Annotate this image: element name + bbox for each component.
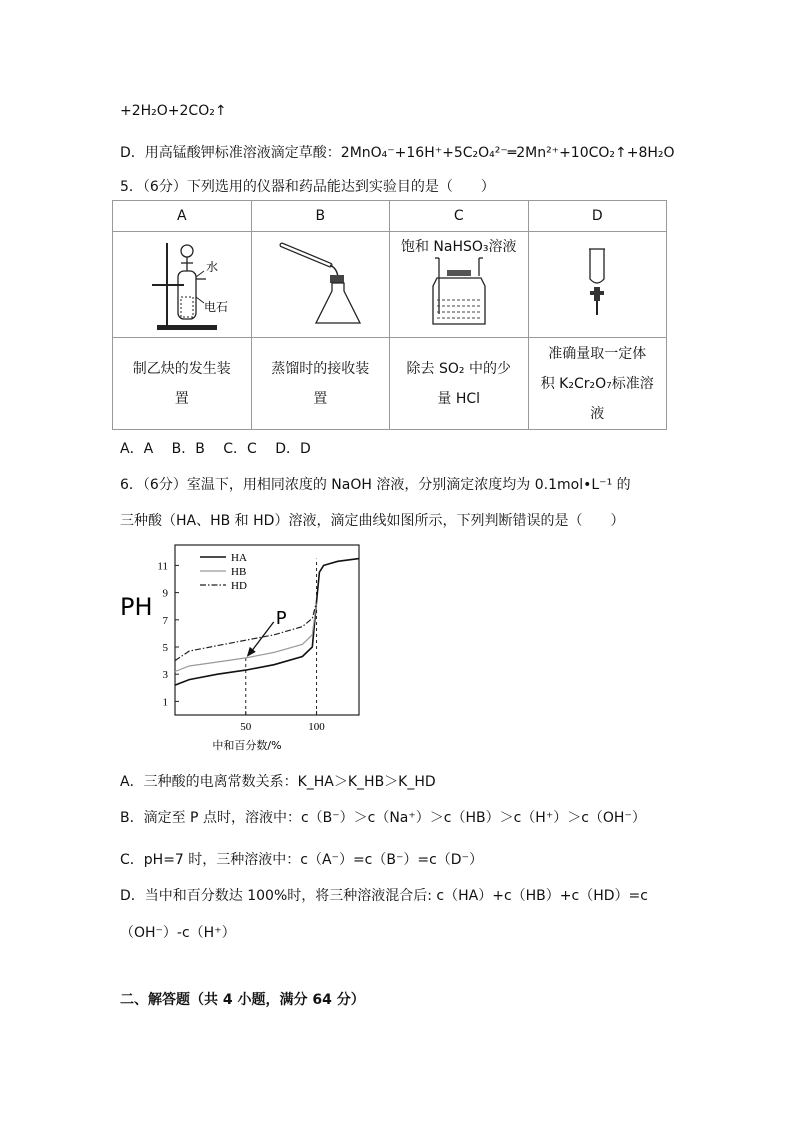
series-line-ha bbox=[175, 559, 359, 686]
acetylene-apparatus-icon bbox=[122, 235, 242, 335]
section-2-heading: 二、解答题（共 4 小题，满分 64 分） bbox=[120, 992, 365, 1008]
option-d-oxalic bbox=[120, 142, 675, 162]
desc-a-line1: 制乙炔的发生装 bbox=[132, 360, 231, 377]
header-b: B bbox=[251, 201, 390, 232]
option-d-label: D．用高锰酸钾标准溶液滴定草酸： bbox=[120, 145, 341, 161]
x-tick-label-100: 100 bbox=[308, 721, 325, 733]
pic-d-cell bbox=[528, 232, 667, 338]
q6-option-b: B．滴定至 P 点时，溶液中：c（B⁻）＞c（Na⁺）＞c（HB）＞c（H⁺）＞c（OH⁻） bbox=[120, 810, 646, 826]
y-tick-label-11: 11 bbox=[157, 560, 168, 573]
q6-option-a: A．三种酸的电离常数关系：K_HA＞K_HB＞K_HD bbox=[120, 774, 436, 790]
x-tick-label-50: 50 bbox=[240, 721, 252, 733]
desc-c bbox=[390, 338, 529, 430]
label-carbide: 电石 bbox=[203, 299, 228, 314]
desc-d-line3: 液 bbox=[590, 405, 605, 422]
q5-title: 5．（6分）下列选用的仪器和药品能达到实验目的是（ ） bbox=[120, 179, 495, 195]
header-c: C bbox=[390, 201, 529, 232]
burette-icon bbox=[557, 235, 637, 335]
p-label: P bbox=[275, 607, 287, 629]
desc-a-line2: 置 bbox=[174, 390, 189, 407]
pic-b-cell bbox=[251, 232, 390, 338]
desc-d-line1: 准确量取一定体 bbox=[548, 345, 647, 362]
y-tick-label-9: 9 bbox=[162, 587, 168, 600]
titration-chart bbox=[118, 540, 368, 755]
desc-a bbox=[113, 338, 252, 430]
q6-option-c: C．pH=7 时，三种溶液中：c（A⁻）=c（B⁻）=c（D⁻） bbox=[120, 852, 483, 868]
legend-label-hb: HB bbox=[231, 566, 247, 578]
q6-option-d-line1: D．当中和百分数达 100%时，将三种溶液混合后: c（HA）+c（HB）+c（HD）=c bbox=[120, 888, 648, 904]
pic-a-cell bbox=[113, 232, 252, 338]
y-tick-label-5: 5 bbox=[162, 642, 168, 654]
y-axis-label: PH bbox=[120, 593, 153, 621]
q6-option-d-line2: （OH⁻）-c（H⁺） bbox=[120, 925, 236, 941]
legend-label-hd: HD bbox=[231, 580, 247, 592]
gas-washing-bottle-icon bbox=[409, 256, 509, 328]
option-d-equation: 2MnO₄⁻+16H⁺+5C₂O₄²⁻═2Mn²⁺+10CO₂↑+8H₂O bbox=[340, 145, 675, 161]
equation-continuation: +2H₂O+2CO₂↑ bbox=[120, 103, 227, 119]
desc-c-line1: 除去 SO₂ 中的少 bbox=[406, 360, 511, 377]
receiving-flask-icon bbox=[260, 235, 380, 335]
label-nahso3: 饱和 NaHSO₃溶液 bbox=[400, 239, 517, 255]
desc-b-line2: 置 bbox=[313, 390, 328, 407]
q5-table bbox=[112, 200, 667, 430]
desc-b-line1: 蒸馏时的接收装 bbox=[271, 360, 370, 377]
q6-line1: 6．（6分）室温下，用相同浓度的 NaOH 溶液，分别滴定浓度均为 0.1mol•L⁻¹ 的 bbox=[120, 477, 631, 493]
series-line-hd bbox=[175, 602, 317, 661]
y-tick-label-1: 1 bbox=[162, 696, 168, 709]
y-tick-label-3: 3 bbox=[162, 669, 168, 682]
pic-c-cell bbox=[390, 232, 529, 338]
desc-d bbox=[528, 338, 667, 430]
label-water: 水 bbox=[205, 259, 218, 274]
header-d: D bbox=[528, 201, 667, 232]
series-line-hb bbox=[175, 602, 317, 671]
x-axis-label: 中和百分数/% bbox=[212, 739, 282, 752]
y-tick-label-7: 7 bbox=[162, 614, 168, 627]
desc-d-line2: 积 K₂Cr₂O₇标准溶 bbox=[540, 375, 654, 392]
q5-choices: A．A B．B C．C D．D bbox=[120, 441, 311, 457]
legend-label-ha: HA bbox=[231, 552, 247, 564]
desc-b bbox=[251, 338, 390, 430]
q6-line2: 三种酸（HA、HB 和 HD）溶液，滴定曲线如图所示，下列判断错误的是（ ） bbox=[120, 513, 625, 529]
header-a: A bbox=[113, 201, 252, 232]
desc-c-line2: 量 HCl bbox=[437, 390, 481, 407]
